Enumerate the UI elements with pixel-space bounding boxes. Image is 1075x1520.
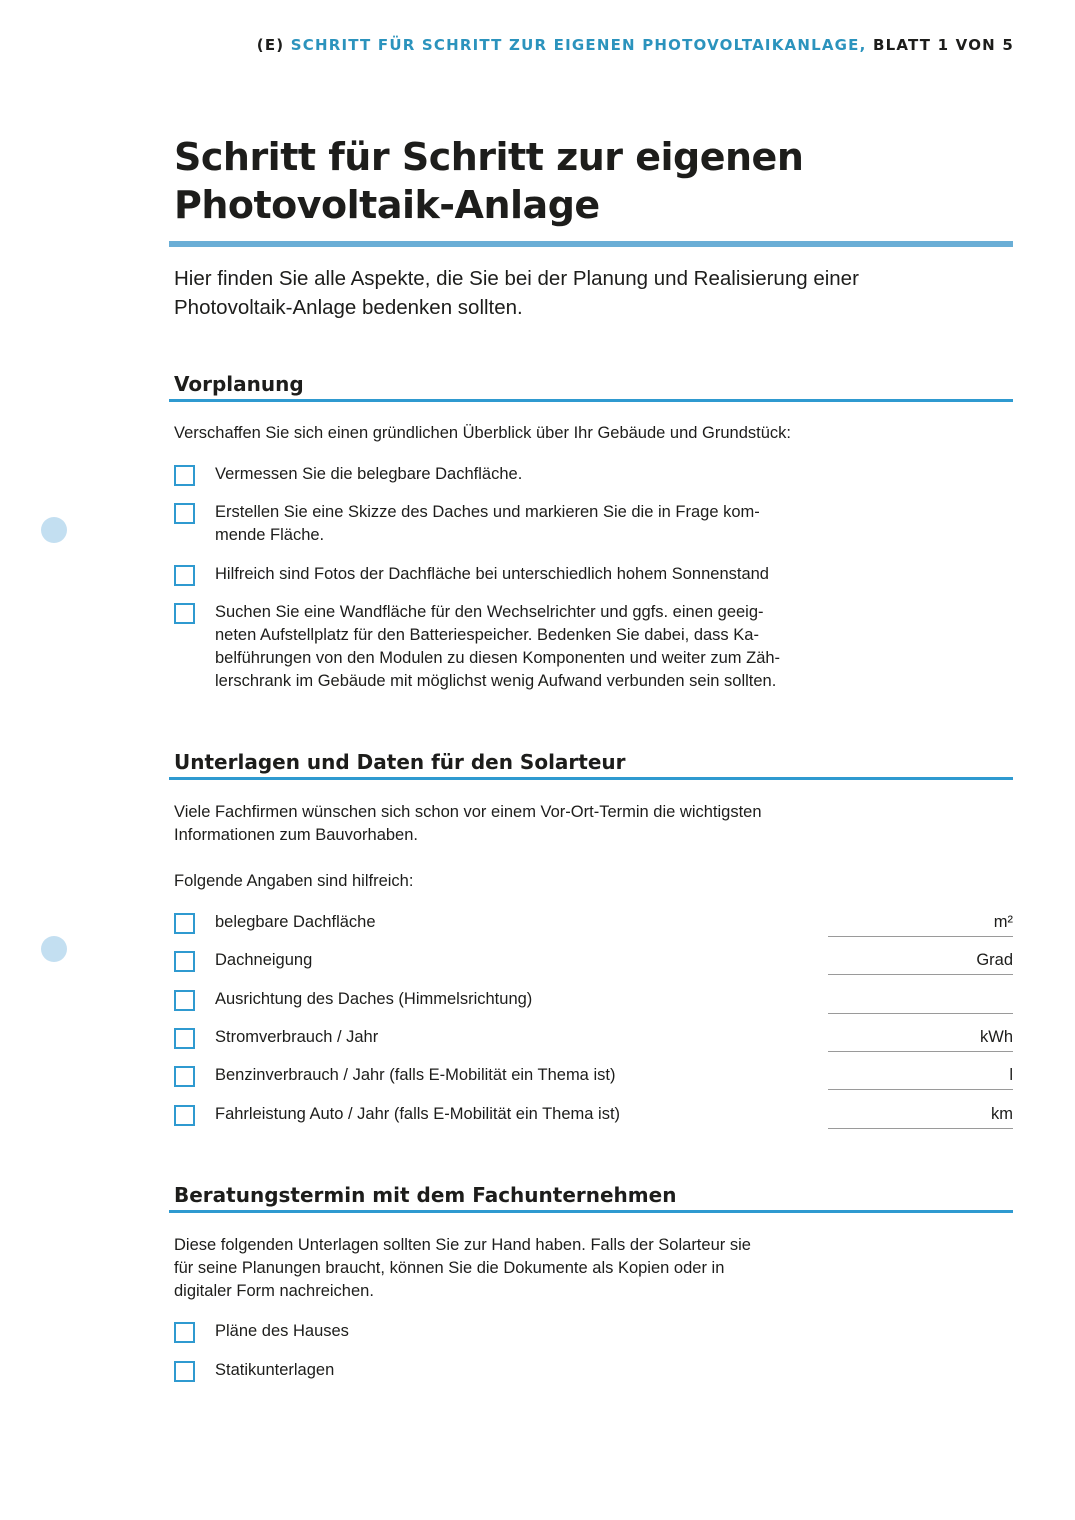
section-heading-beratungstermin: Beratungstermin mit dem Fachunternehmen <box>174 1183 677 1207</box>
checklist-item-text: Stromverbrauch / Jahr <box>215 1028 379 1046</box>
text-line: belführungen von den Modulen zu diesen Komponenten und weiter zum Zäh- <box>215 649 781 667</box>
intro-line2: Photovoltaik-Anlage bedenken sollten. <box>174 296 523 319</box>
text-line: lerschrank im Gebäude mit möglichst wenig Aufwand verbunden sein sollten. <box>215 672 777 690</box>
unit-label: Grad <box>976 951 1013 969</box>
input-field-stromverbrauch[interactable] <box>828 1023 1013 1052</box>
section-rule-beratungstermin <box>169 1210 1013 1213</box>
text-line: Erstellen Sie eine Skizze des Daches und markieren Sie die in Frage kom- <box>215 503 760 521</box>
input-field-ausrichtung[interactable] <box>828 985 1013 1014</box>
text-line: Informationen zum Bauvorhaben. <box>174 826 418 844</box>
section-beratungstermin-intro <box>174 1234 834 1303</box>
checklist-item-text: Dachneigung <box>215 951 313 969</box>
checklist-item-text: Benzinverbrauch / Jahr (falls E-Mobilität ein Thema ist) <box>215 1066 616 1084</box>
checkbox[interactable] <box>174 503 195 524</box>
checklist-item-text <box>215 563 835 586</box>
running-header <box>257 36 1014 54</box>
unit-label: kWh <box>980 1028 1013 1046</box>
input-field-dachflaeche[interactable] <box>828 908 1013 937</box>
checklist-item-text <box>215 601 835 693</box>
checkbox[interactable] <box>174 603 195 624</box>
text-line: Diese folgenden Unterlagen sollten Sie zur Hand haben. Falls der Solarteur sie <box>174 1236 751 1254</box>
intro-text <box>174 264 974 322</box>
text-line: neten Aufstellplatz für den Batteriespeicher. Bedenken Sie dabei, dass Ka- <box>215 626 759 644</box>
checklist-item-text: Ausrichtung des Daches (Himmelsrichtung) <box>215 990 533 1008</box>
section-heading-vorplanung: Vorplanung <box>174 372 304 396</box>
checkbox[interactable] <box>174 1105 195 1126</box>
page-title-line2: Photovoltaik-Anlage <box>174 183 600 227</box>
text-line: für seine Planungen braucht, können Sie die Dokumente als Kopien oder in <box>174 1259 725 1277</box>
text-line: Viele Fachfirmen wünschen sich schon vor einem Vor-Ort-Termin die wichtigsten <box>174 803 762 821</box>
section-vorplanung-intro: Verschaffen Sie sich einen gründlichen Überblick über Ihr Gebäude und Grundstück: <box>174 424 791 442</box>
input-field-dachneigung[interactable] <box>828 946 1013 975</box>
section-heading-unterlagen: Unterlagen und Daten für den Solarteur <box>174 750 626 774</box>
input-field-benzinverbrauch[interactable] <box>828 1061 1013 1090</box>
text-line: digitaler Form nachreichen. <box>174 1282 374 1300</box>
text-line: mende Fläche. <box>215 526 325 544</box>
punch-hole-bottom <box>41 936 67 962</box>
page-title <box>174 133 803 229</box>
text-line: Hilfreich sind Fotos der Dachfläche bei unterschiedlich hohem Sonnenstand <box>215 565 769 583</box>
checklist-item-text <box>215 501 835 547</box>
intro-line1: Hier finden Sie alle Aspekte, die Sie bei der Planung und Realisierung einer <box>174 267 859 290</box>
input-field-fahrleistung[interactable] <box>828 1100 1013 1129</box>
checklist-item-text: belegbare Dachfläche <box>215 913 376 931</box>
unit-label: m² <box>993 913 1013 931</box>
checkbox[interactable] <box>174 1028 195 1049</box>
checkbox[interactable] <box>174 1066 195 1087</box>
header-sheet: BLATT 1 VON 5 <box>866 36 1014 54</box>
checkbox[interactable] <box>174 1361 195 1382</box>
section-rule-unterlagen <box>169 777 1013 780</box>
punch-hole-top <box>41 517 67 543</box>
page-title-line1: Schritt für Schritt zur eigenen <box>174 135 804 179</box>
title-rule <box>169 241 1013 247</box>
header-title: SCHRITT FÜR SCHRITT ZUR EIGENEN PHOTOVOLTAIKANLAGE, <box>290 36 867 54</box>
checklist-item-text: Statikunterlagen <box>215 1361 335 1379</box>
section-unterlagen-hint: Folgende Angaben sind hilfreich: <box>174 872 414 890</box>
section-unterlagen-intro <box>174 801 834 847</box>
checkbox[interactable] <box>174 465 195 486</box>
header-prefix: (E) <box>256 36 291 54</box>
unit-label: l <box>1009 1066 1013 1084</box>
checklist-item-text: Fahrleistung Auto / Jahr (falls E-Mobilität ein Thema ist) <box>215 1105 621 1123</box>
unit-label: km <box>991 1105 1013 1123</box>
checkbox[interactable] <box>174 913 195 934</box>
text-line: Suchen Sie eine Wandfläche für den Wechselrichter und ggfs. einen geeig- <box>215 603 764 621</box>
checkbox[interactable] <box>174 990 195 1011</box>
checkbox[interactable] <box>174 565 195 586</box>
checkbox[interactable] <box>174 1322 195 1343</box>
section-rule-vorplanung <box>169 399 1013 402</box>
checklist-item-text: Pläne des Hauses <box>215 1322 349 1340</box>
checkbox[interactable] <box>174 951 195 972</box>
checklist-item-text <box>215 463 835 486</box>
text-line: Vermessen Sie die belegbare Dachfläche. <box>215 465 523 483</box>
